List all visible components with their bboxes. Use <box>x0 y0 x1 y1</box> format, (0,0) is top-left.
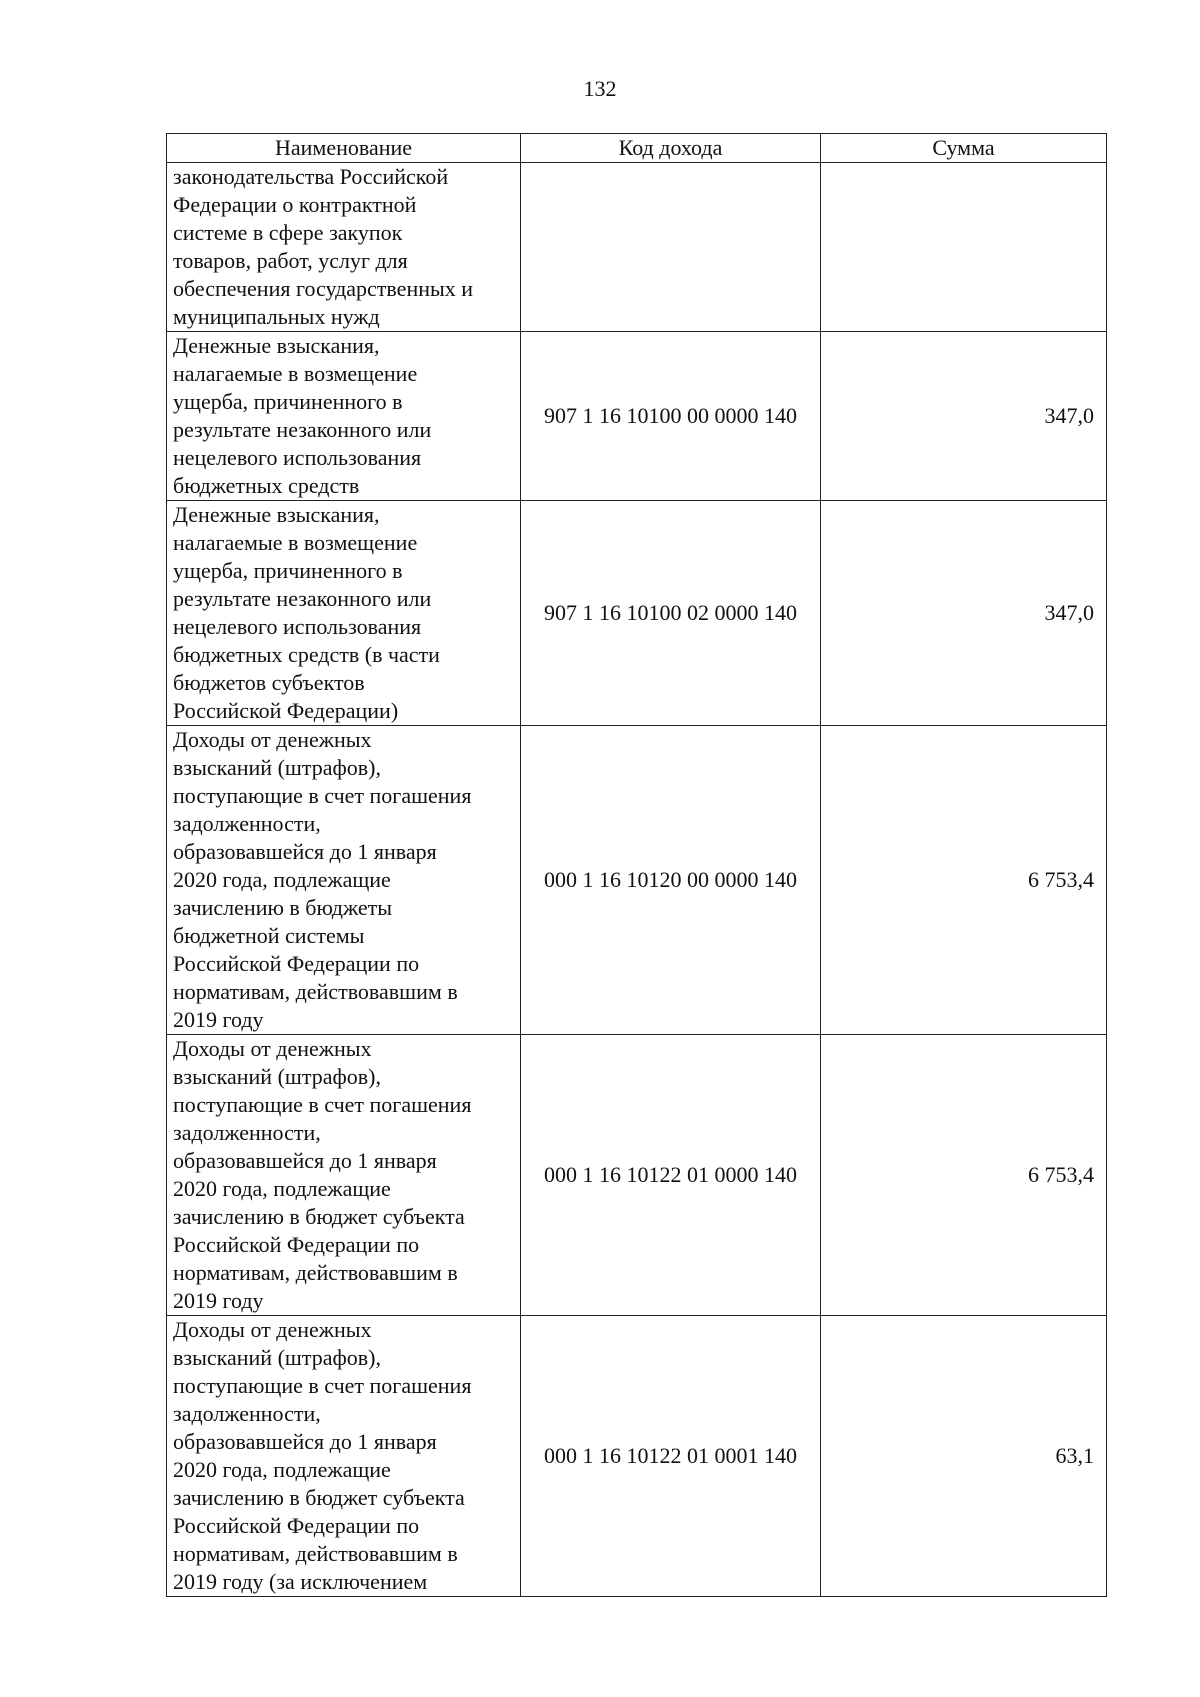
table-row <box>167 332 1107 501</box>
row-code-cell: 000 1 16 10120 00 0000 140 <box>521 726 821 1035</box>
row-name-cell <box>167 163 521 332</box>
row-code-cell <box>521 163 821 332</box>
column-header-code: Код дохода <box>521 134 821 163</box>
table-row <box>167 163 1107 332</box>
column-header-name: Наименование <box>167 134 521 163</box>
table-row <box>167 726 1107 1035</box>
row-code-cell: 000 1 16 10122 01 0001 140 <box>521 1316 821 1597</box>
row-sum-cell: 63,1 <box>821 1316 1107 1597</box>
row-sum-cell: 6 753,4 <box>821 726 1107 1035</box>
row-name-cell <box>167 726 521 1035</box>
table-row <box>167 501 1107 726</box>
row-name-text: Денежные взыскания, налагаемые в возмещение ущерба, причиненного в результате незаконного или нецелевого использования бюджетных средств <box>173 333 432 498</box>
table-row <box>167 1035 1107 1316</box>
row-code-cell: 907 1 16 10100 02 0000 140 <box>521 501 821 726</box>
row-name-text: Доходы от денежных взысканий (штрафов), поступающие в счет погашения задолженности, образовавшейся до 1 января 2020 года, подлежащие зачислению в бюджет субъекта Российской Федерации по нормативам, действовавшим в 2019 году (за исключением <box>173 1317 472 1594</box>
table-header-row <box>167 134 1107 163</box>
column-header-sum: Сумма <box>821 134 1107 163</box>
row-sum-cell <box>821 163 1107 332</box>
row-name-cell <box>167 501 521 726</box>
row-name-text: Денежные взыскания, налагаемые в возмещение ущерба, причиненного в результате незаконного или нецелевого использования бюджетных средств (в части бюджетов субъектов Российской Федерации) <box>173 502 440 723</box>
row-name-cell <box>167 332 521 501</box>
row-sum-cell: 6 753,4 <box>821 1035 1107 1316</box>
row-code-cell: 907 1 16 10100 00 0000 140 <box>521 332 821 501</box>
row-name-text: Доходы от денежных взысканий (штрафов), поступающие в счет погашения задолженности, образовавшейся до 1 января 2020 года, подлежащие зачислению в бюджеты бюджетной системы Российской Федерации по нормативам, действовавшим в 2019 году <box>173 727 472 1032</box>
row-sum-cell: 347,0 <box>821 332 1107 501</box>
table-row <box>167 1316 1107 1597</box>
row-name-text: законодательства Российской Федерации о контрактной системе в сфере закупок товаров, работ, услуг для обеспечения государственных и муниципальных нужд <box>173 164 474 329</box>
revenue-table <box>166 133 1107 1597</box>
row-sum-cell: 347,0 <box>821 501 1107 726</box>
row-name-cell <box>167 1316 521 1597</box>
row-name-cell <box>167 1035 521 1316</box>
row-code-cell: 000 1 16 10122 01 0000 140 <box>521 1035 821 1316</box>
row-name-text: Доходы от денежных взысканий (штрафов), поступающие в счет погашения задолженности, образовавшейся до 1 января 2020 года, подлежащие зачислению в бюджет субъекта Российской Федерации по нормативам, действовавшим в 2019 году <box>173 1036 472 1313</box>
page-number: 132 <box>583 76 617 101</box>
